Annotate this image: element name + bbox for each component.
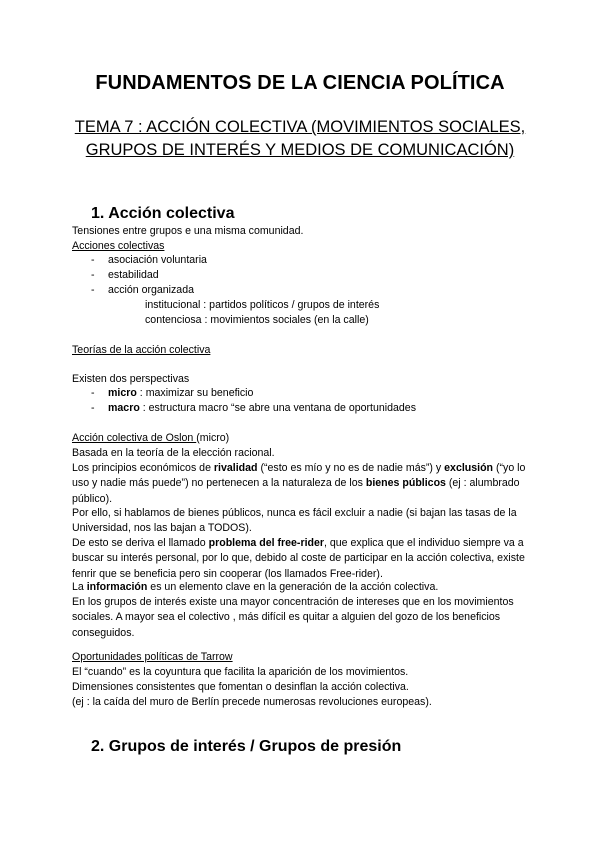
document-title: FUNDAMENTOS DE LA CIENCIA POLÍTICA <box>95 72 505 94</box>
perspectivas-intro: Existen dos perspectivas <box>72 373 190 385</box>
bullet-dash: - <box>91 269 95 281</box>
macro-desc: : estructura macro “se abre una ventana de oportunidades <box>139 402 416 414</box>
paragraph: La información es un elemento clave en la generación de la acción colectiva. <box>72 581 439 593</box>
list-item-macro <box>108 402 416 414</box>
term-bienes-publicos: bienes públicos <box>365 477 446 490</box>
sub-list-item: contenciosa : movimientos sociales (en la calle) <box>145 314 369 326</box>
intro-text: Tensiones entre grupos e una misma comunidad. <box>72 225 304 237</box>
list-item: acción organizada <box>108 284 194 296</box>
paragraph: Los principios económicos de rivalidad (“esto es mío y no es de nadie más”) y exclusión (“yo lo uso y nadie más puede”) no pertenecen a la naturaleza de los bienes públicos (ej : alumbrado público). <box>72 462 526 505</box>
paragraph: De esto se deriva el llamado problema del free-rider, que explica que el individuo siempre va a buscar su interés personal, por lo que, debido al coste de participar en la acción colectiva, existe fenrir que se beneficia pero sin cooperar (los llamados Free-rider). <box>72 537 525 580</box>
micro-desc: : maximizar su beneficio <box>136 387 254 399</box>
paragraph: Por ello, si hablamos de bienes públicos, nunca es fácil excluir a nadie (si bajan las tasas de la Universidad, nos las bajan a TODOS). <box>72 507 517 535</box>
section-heading-grupos-interes: 2. Grupos de interés / Grupos de presión <box>91 738 402 755</box>
sub-list-item: institucional : partidos políticos / grupos de interés <box>145 299 380 311</box>
list-item: estabilidad <box>108 269 159 281</box>
acciones-label: Acciones colectivas <box>72 240 165 252</box>
document-subtitle: TEMA 7 : ACCIÓN COLECTIVA (MOVIMIENTOS SOCIALES, GRUPOS DE INTERÉS Y MEDIOS DE COMUNICACIÓN) <box>74 118 526 159</box>
bullet-dash: - <box>91 387 95 399</box>
teorias-label: Teorías de la acción colectiva <box>72 344 211 356</box>
bullet-dash: - <box>91 284 95 296</box>
micro-term: micro <box>108 387 137 399</box>
term-free-rider: problema del free-rider <box>208 537 325 549</box>
term-rivalidad: rivalidad <box>213 462 258 474</box>
bullet-dash: - <box>91 254 95 266</box>
list-item-micro <box>108 387 253 399</box>
paragraph: En los grupos de interés existe una mayor concentración de intereses que en los movimientos sociales. A mayor sea el colectivo , más difícil es quitar a alguien del gozo de los beneficios conseguidos. <box>72 596 514 639</box>
olson-heading <box>72 431 542 446</box>
paragraph: Basada en la teoría de la elección racional. <box>72 447 275 459</box>
list-item: asociación voluntaria <box>108 254 207 266</box>
olson-label: Acción colectiva de Oslon <box>72 432 197 444</box>
bullet-dash: - <box>91 402 95 414</box>
section-heading-accion-colectiva: 1. Acción colectiva <box>91 205 235 222</box>
olson-suffix: (micro) <box>196 432 230 444</box>
tarrow-label: Oportunidades políticas de Tarrow <box>72 651 233 663</box>
term-informacion: información <box>86 581 148 593</box>
paragraph: Dimensiones consistentes que fomentan o desinflan la acción colectiva. <box>72 681 409 693</box>
paragraph: (ej : la caída del muro de Berlín precede numerosas revoluciones europeas). <box>72 696 432 708</box>
macro-term: macro <box>108 402 140 414</box>
paragraph: El “cuando” es la coyuntura que facilita la aparición de los movimientos. <box>72 666 409 678</box>
term-exclusion: exclusión <box>444 462 494 474</box>
